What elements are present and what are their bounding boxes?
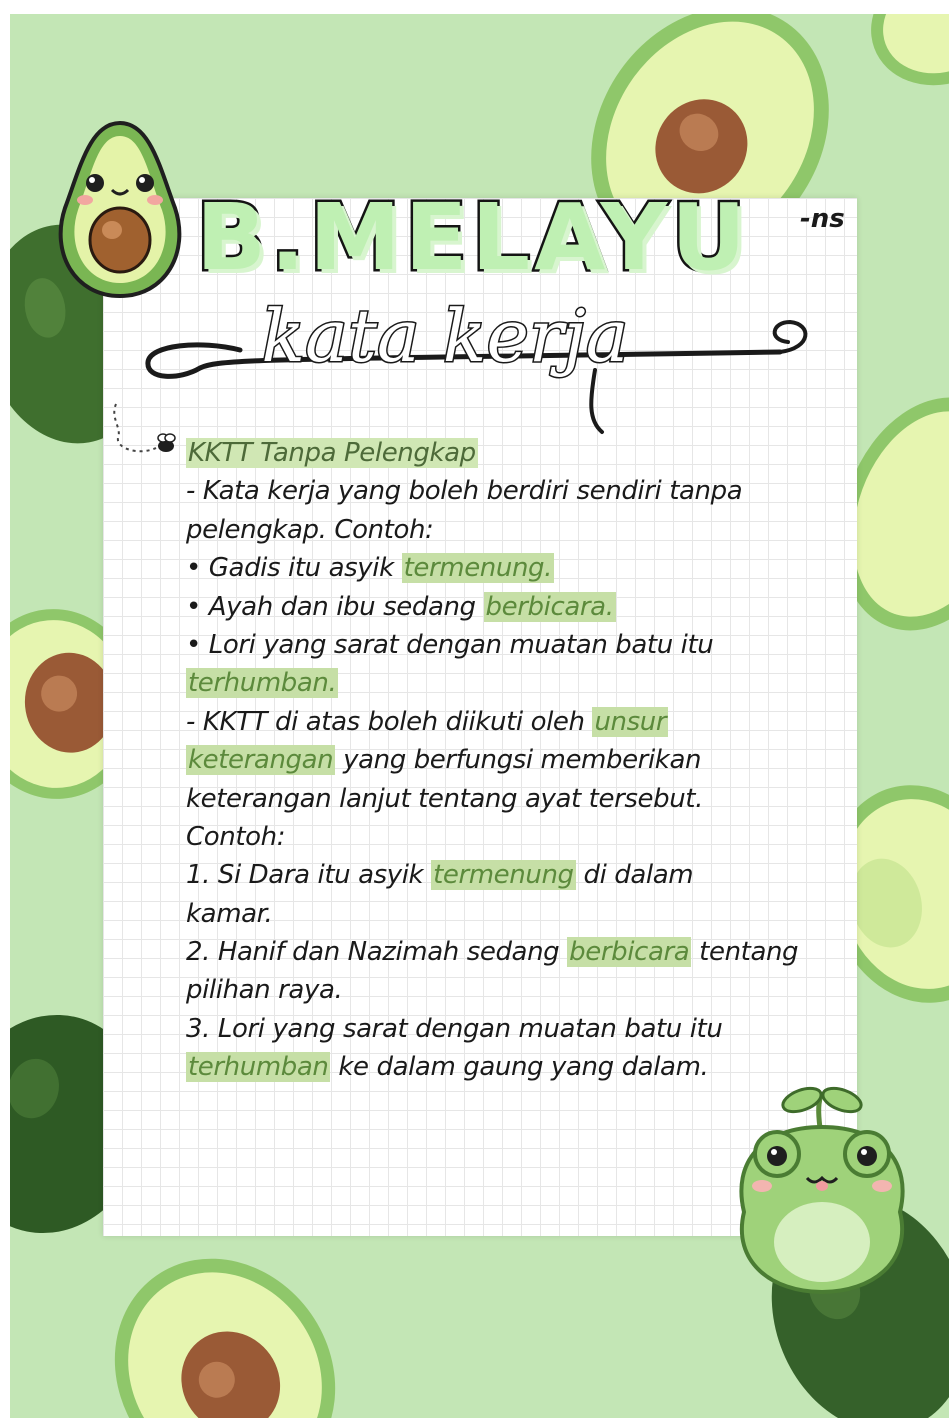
- note-text: di dalam: [575, 860, 694, 891]
- note-line: [186, 626, 876, 664]
- note-line: [186, 818, 876, 856]
- highlighted-term: berbicara.: [485, 591, 614, 622]
- note-text: • Ayah dan ibu sedang: [186, 591, 484, 622]
- avocado-half-icon: [854, 14, 949, 104]
- highlighted-term: keterangan: [188, 745, 334, 776]
- frog-sprout-icon: [722, 1082, 922, 1297]
- section-heading: [186, 434, 876, 472]
- note-text: pilihan raya.: [186, 975, 343, 1006]
- note-text: tentang: [691, 937, 799, 968]
- note-text: keterangan lanjut tentang ayat tersebut.: [186, 783, 703, 814]
- notes-lines: [186, 472, 876, 1086]
- note-line: [186, 588, 876, 626]
- note-line: [186, 971, 876, 1009]
- note-text: 2. Hanif dan Nazimah sedang: [186, 937, 568, 968]
- note-text: 3. Lori yang sarat dengan muatan batu itu: [186, 1013, 723, 1044]
- note-text: ke dalam gaung yang dalam.: [330, 1052, 709, 1083]
- note-line: [186, 856, 876, 894]
- bee-trail-icon: [108, 398, 188, 460]
- note-text: Contoh:: [186, 821, 286, 852]
- note-text: 1. Si Dara itu asyik: [186, 860, 432, 891]
- author-signature: -ns: [800, 204, 845, 234]
- note-text: yang berfungsi memberikan: [335, 745, 702, 776]
- note-text: • Lori yang sarat dengan muatan batu itu: [186, 629, 714, 660]
- highlighted-term: berbicara: [569, 937, 690, 968]
- highlighted-term: terhumban: [188, 1052, 329, 1083]
- note-line: [186, 933, 876, 971]
- note-line: [186, 1048, 876, 1086]
- note-line: [186, 780, 876, 818]
- note-line: [186, 741, 876, 779]
- note-line: [186, 703, 876, 741]
- avocado-character-icon: [50, 118, 190, 303]
- note-text: - Kata kerja yang boleh berdiri sendiri tanpa: [186, 476, 743, 507]
- highlighted-term: terhumban.: [188, 668, 337, 699]
- note-line: [186, 511, 876, 549]
- note-line: [186, 549, 876, 587]
- page-title: B.MELAYU: [196, 184, 750, 291]
- highlighted-term: unsur: [594, 706, 667, 737]
- heading-text: KKTT Tanpa Pelengkap: [188, 438, 476, 468]
- note-text: • Gadis itu asyik: [186, 553, 402, 584]
- note-line: [186, 895, 876, 933]
- note-text: kamar.: [186, 898, 273, 929]
- notes-content: [186, 434, 876, 1087]
- note-line: [186, 472, 876, 510]
- note-line: [186, 664, 876, 702]
- page-subtitle: kata kerja: [261, 294, 629, 378]
- note-text: - KKTT di atas boleh diikuti oleh: [186, 706, 593, 737]
- avocado-half-icon: [70, 1215, 380, 1418]
- highlighted-term: termenung: [433, 860, 574, 891]
- note-line: [186, 1010, 876, 1048]
- highlighted-term: termenung.: [403, 553, 553, 584]
- note-text: pelengkap. Contoh:: [186, 514, 434, 545]
